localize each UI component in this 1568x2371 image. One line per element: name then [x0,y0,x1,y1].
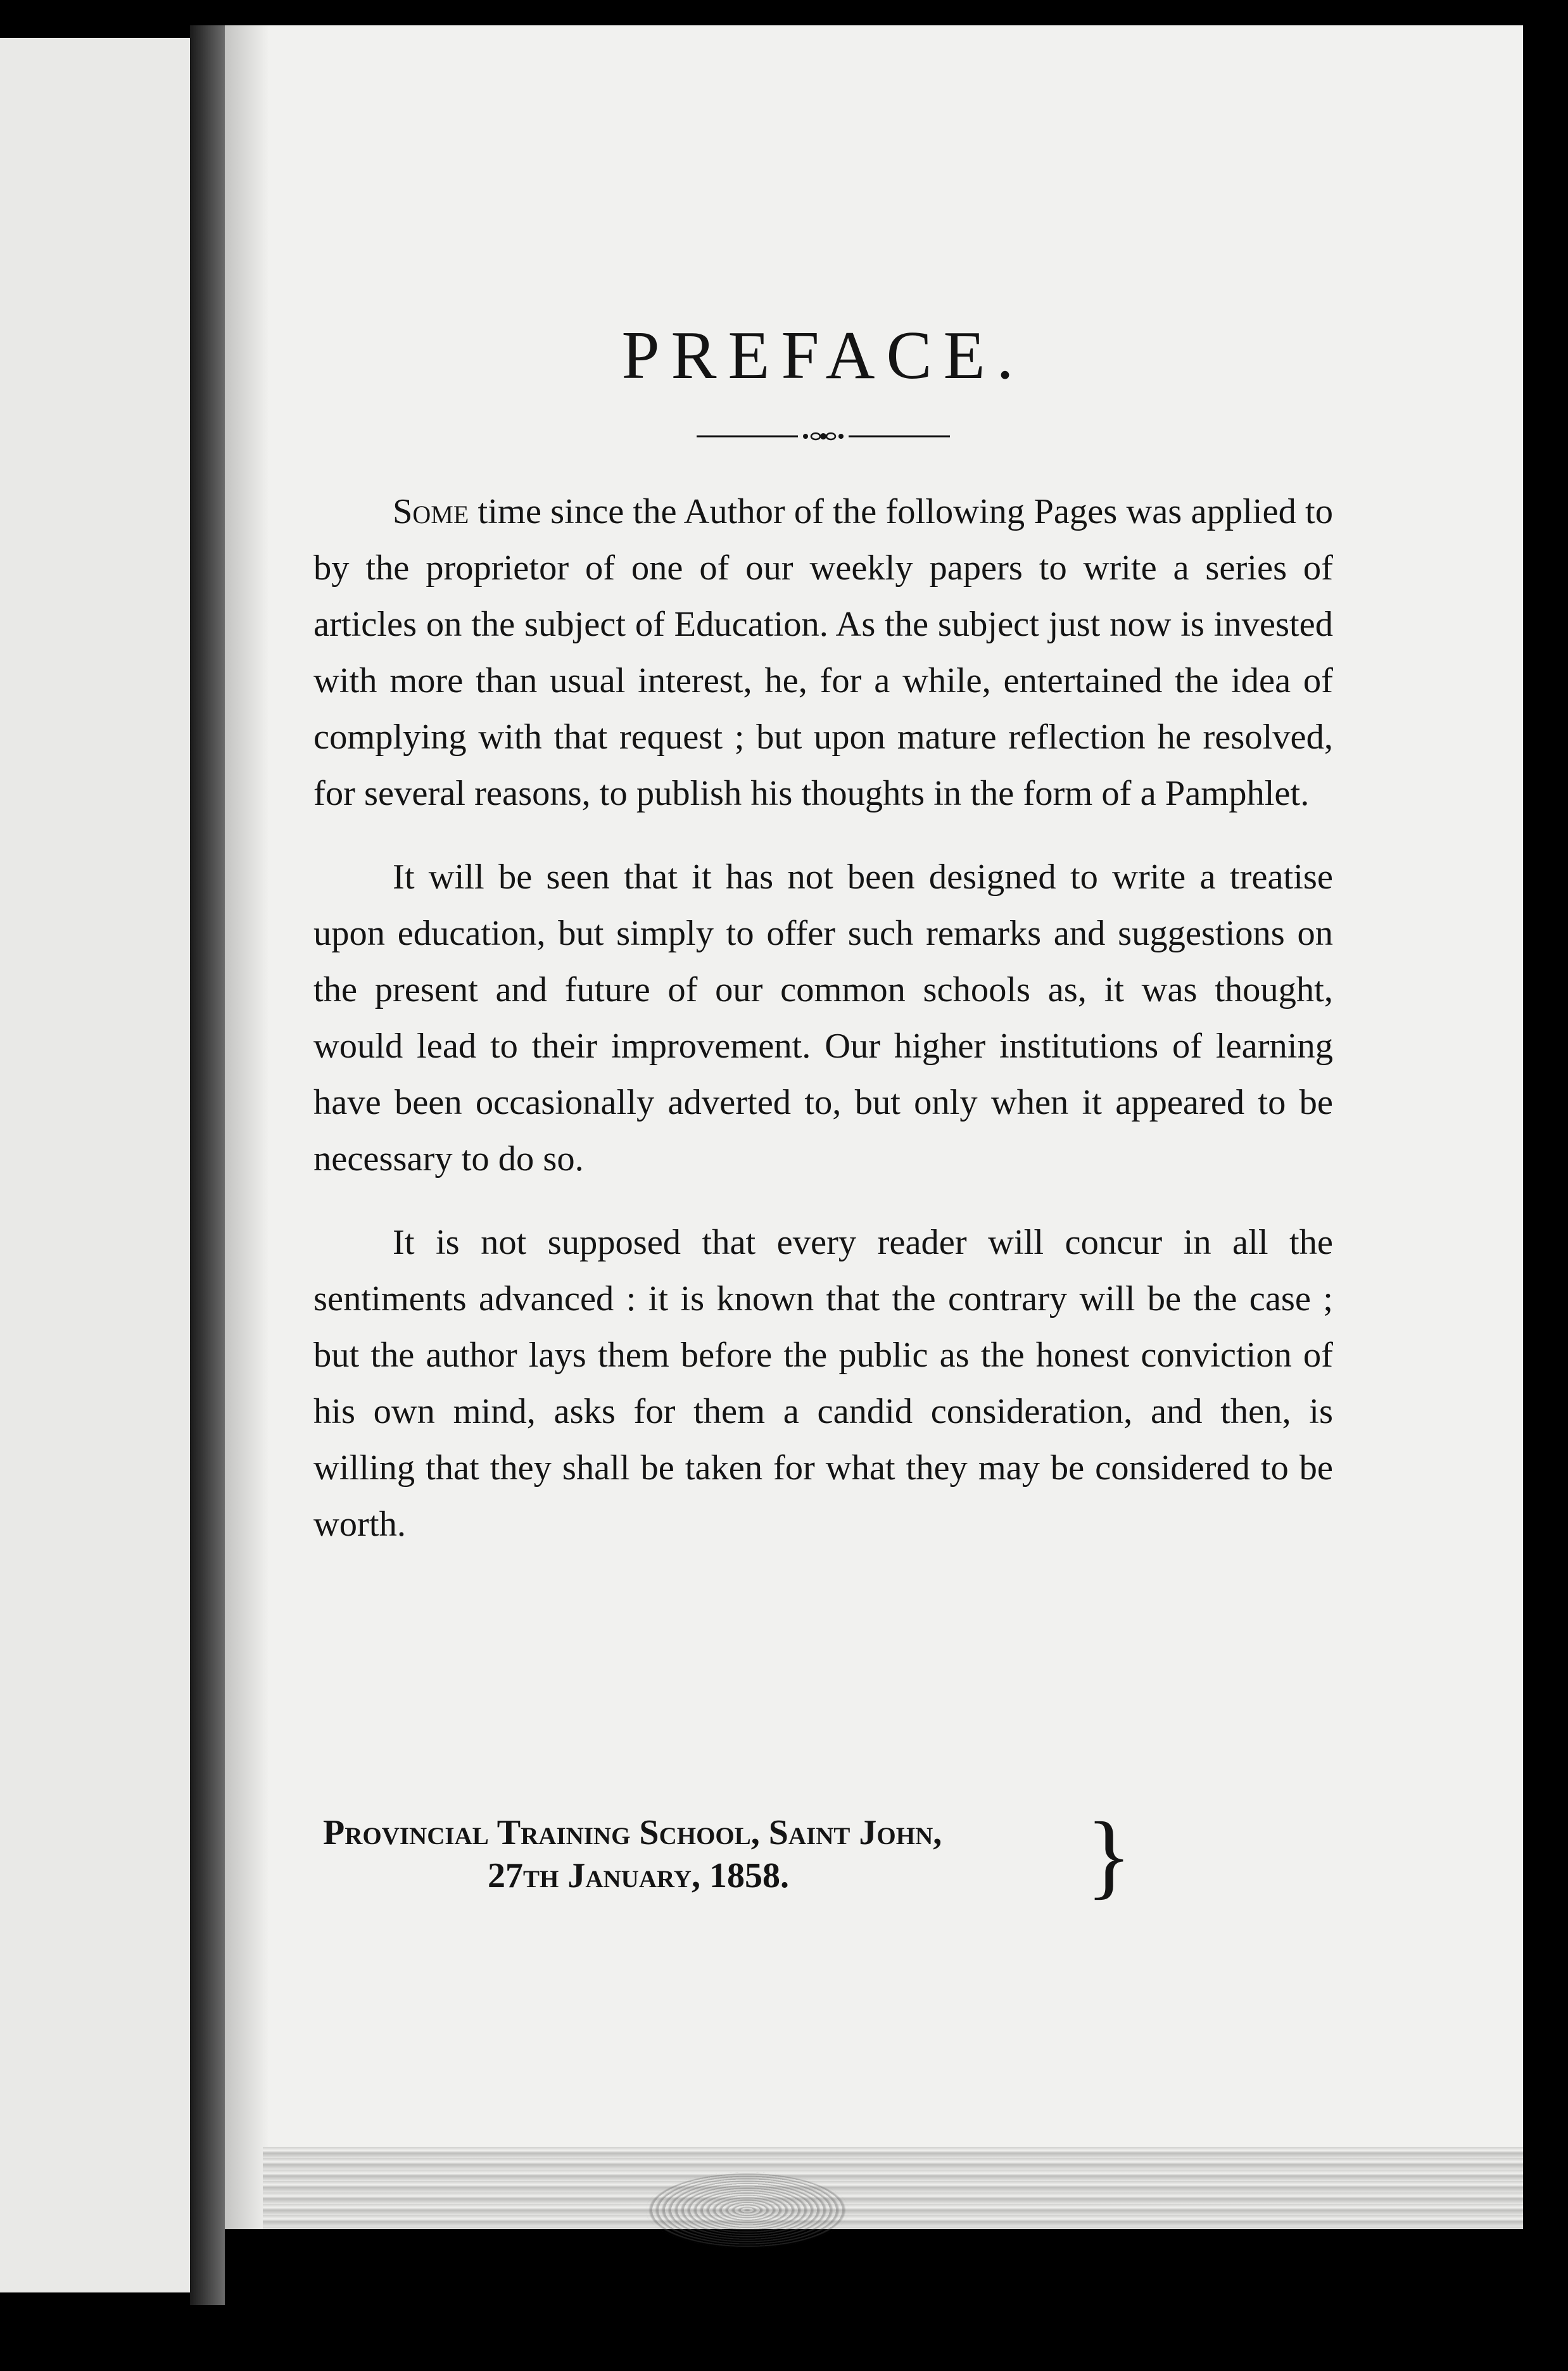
signature-place: Provincial Training School, Saint John, [323,1813,942,1852]
left-page-fragment [0,38,190,2292]
ornament-rule [697,427,950,446]
page-title: PREFACE. [621,318,1025,393]
fingerprint-smudge [646,2172,849,2248]
paragraph-1 [313,484,1333,822]
paragraph-lead-word: Some [393,492,469,531]
binding-gutter [190,25,225,2305]
paragraph-2: It will be seen that it has not been designed to write a treatise upon education, but simply to offer such remarks and suggestions on the present and future of our common schools as, it was thought, would lead to their improvement. Our higher institutions of learning have been occasionally adverted to, but only when it appeared to be necessary to do so. [313,857,1333,1179]
paragraph-1-text: time since the Author of the following Pages was applied to by the proprietor of one of our weekly papers to write a series of articles on the subject of Education. As the subject just now is invested with more than usual interest, he, for a while, entertained the idea of complying with that request ; but upon mature reflection he resolved, for several reasons, to publish his thoughts in the form of a Pamphlet. [313,492,1333,813]
scan-border [1523,25,1568,2305]
paragraph-3: It is not supposed that every reader will concur in all the sentiments advanced : it is known that the contrary will be the case ; but the author lays them before the public as the honest conviction of his own mind, asks for them a candid consideration, and then, is willing that they shall be taken for what they may be considered to be worth. [313,1223,1333,1544]
signature-date: 27th January, 1858. [488,1856,789,1895]
spine-shadow [225,25,269,2229]
preface-text [313,317,1333,1580]
brace-icon: } [1086,1803,1132,1908]
page-bottom-edge [263,2147,1523,2229]
